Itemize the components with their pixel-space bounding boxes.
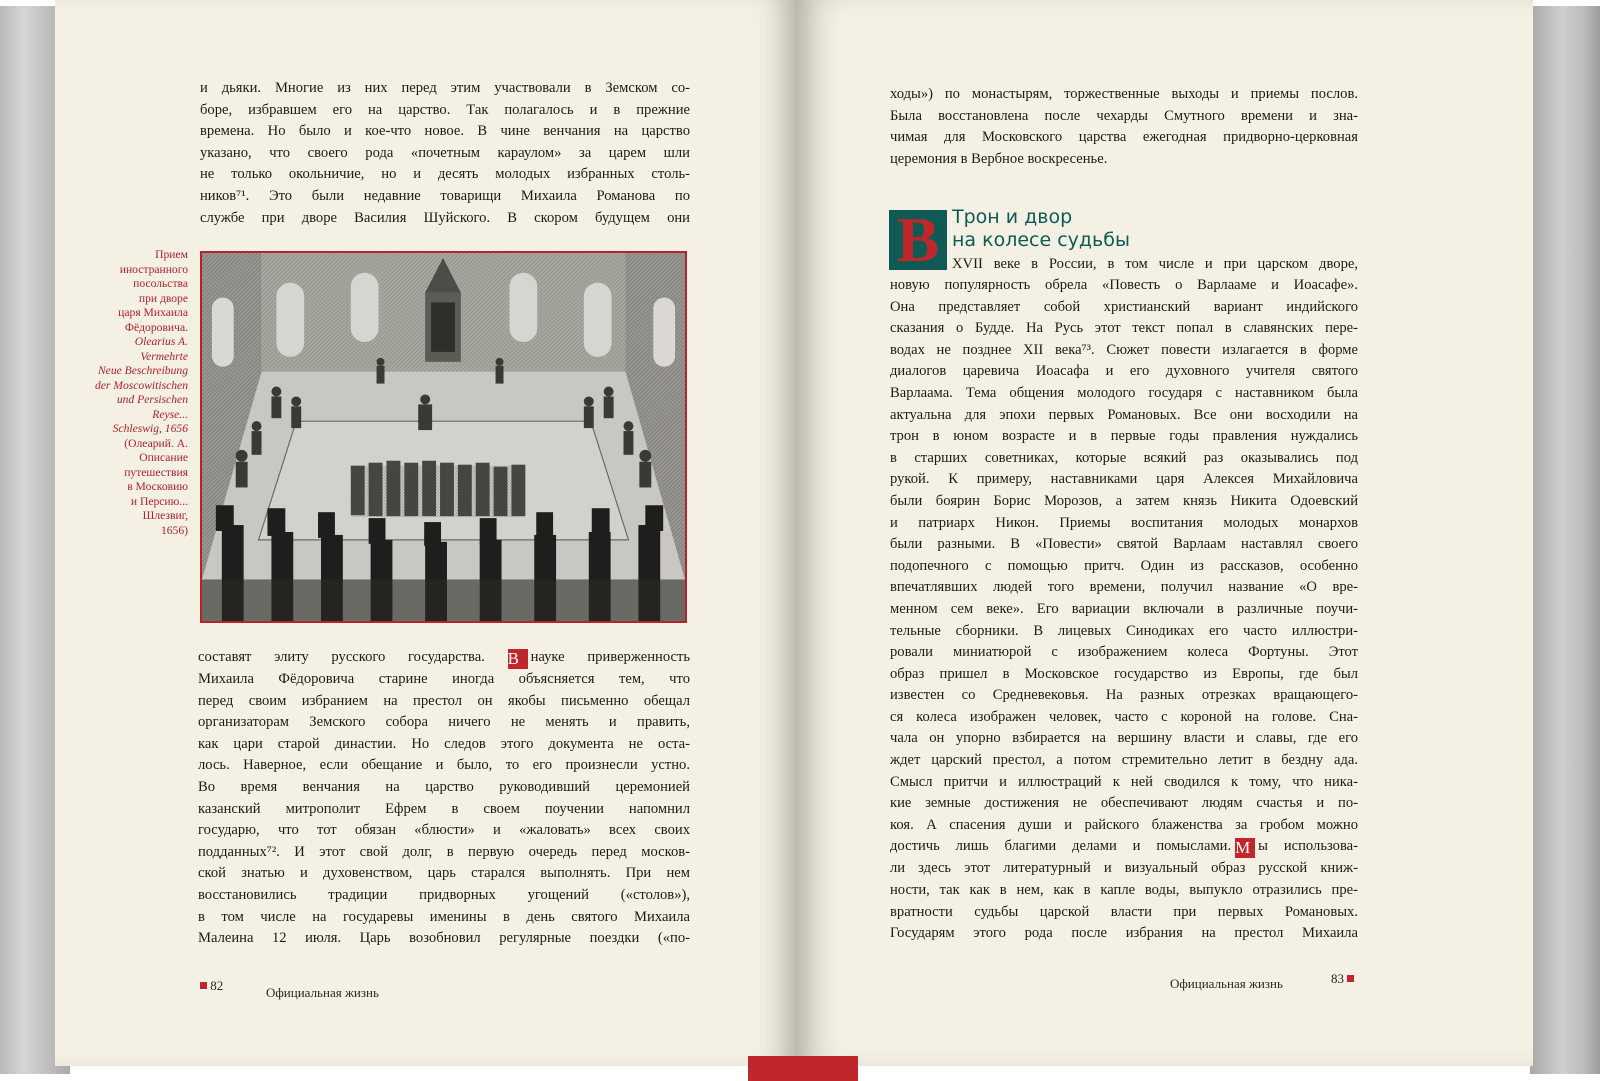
caption-line: Фёдоровича. — [124, 320, 188, 334]
inline-dropcap-v: В — [508, 649, 528, 669]
caption-line: Reyse... — [152, 407, 188, 421]
left-top-text — [200, 78, 690, 229]
text-line: церемония в Вербное воскресенье. — [890, 150, 1108, 167]
text-line: ли здесь этот литературный и визуальный образ русской книж- — [890, 860, 1358, 877]
text-line: Была восстановлена после чехарды Смутного времени и зна- — [890, 107, 1358, 124]
caption-source-russian — [70, 437, 188, 539]
text-line: актуальна для эпохи первых Романовых. Все они восходили на — [890, 406, 1358, 423]
text-line: Государям этого рода после избрания на престол Михаила — [890, 925, 1358, 942]
text-line: вратности судьбы царской власти при первых Романовых. — [890, 903, 1358, 920]
text-line: известен со Средневековья. На разных отрезках вращающего- — [890, 687, 1358, 704]
text-line: чимая для Московского царства ежегодная придворно-церковная — [890, 129, 1358, 146]
inline-dropcap-m: М — [1235, 838, 1255, 858]
text-line: лось. Наверное, если обещание и было, то его произнесли устно. — [198, 757, 690, 774]
text-line: времена. Но было и кое-что новое. В чине венчания на царство — [200, 123, 690, 140]
text-line: сказания о Будде. На Русь этот текст попал в славянских пере- — [890, 320, 1358, 337]
text-line: менном сем веке». Его вариации включали в различные поучи- — [890, 600, 1358, 617]
right-top-text — [890, 84, 1358, 170]
text-line: кие земные достижения не обеспечивают людям счастья и по- — [890, 795, 1358, 812]
heading-line-1: Трон и двор — [952, 206, 1073, 228]
right-body-text — [890, 275, 1358, 945]
text-line: боре, избравшем его на царство. Так полагалось и в прежние — [200, 101, 690, 118]
caption-line: und Persischen — [116, 393, 188, 406]
text-line: в старших советниках, которые всякий раз оказывались под — [890, 449, 1358, 466]
text-line: чала он упорно взбирается на вершину власти и славы, где его — [890, 730, 1358, 747]
text-line: трон в юном возрасте и в первые годы правления нуждались — [890, 428, 1358, 445]
text-line: тельные сборники. В лицевых Синодиках его часто иллюстри- — [890, 622, 1358, 639]
page-block-edge-right — [1530, 6, 1600, 1074]
text-line: службе при дворе Василия Шуйского. В скором будущем они — [200, 209, 690, 226]
caption-line: Описание — [139, 451, 188, 464]
left-bottom-first-line — [198, 647, 690, 669]
text-line: в том числе на государевы именины в день святого Михаила — [198, 908, 690, 925]
text-line: Смысл притчи и иллюстраций к ней сводился к тому, что ника- — [890, 773, 1358, 790]
caption-line: царя Михаила — [118, 306, 188, 319]
caption-line: посольства — [133, 277, 188, 290]
text-line: Варлаама. Тема общения молодого государя с наставником была — [890, 384, 1358, 401]
caption-line: в Московию — [127, 480, 188, 493]
text-line: Она представляет собой христианский вариант индийского — [890, 298, 1358, 315]
right-first-line — [952, 254, 1358, 276]
text-line: коя. А спасения души и райского блаженства за гробом можно — [890, 816, 1358, 833]
section-dropcap: В — [889, 210, 947, 270]
caption-source-latin — [70, 335, 188, 437]
text-segment: достичь лишь благими делами и помыслами. — [890, 838, 1232, 855]
text-line: Малеина 12 июля. Царь возобновил регулярные поездки («по- — [198, 930, 690, 947]
text-line: как цари старой династии. Но следов этого документа не оста- — [198, 735, 690, 752]
text-line: ждет царский престол, а потом стремительно летит в бездну ада. — [890, 752, 1358, 769]
text-line-with-initial — [890, 836, 1358, 858]
text-line: были боярин Борис Морозов, а затем князь Никита Одоевский — [890, 492, 1358, 509]
heading-line-2: на колесе судьбы — [952, 229, 1130, 251]
text-line: XVII веке в России, в том числе и при царском дворе, — [952, 256, 1358, 272]
text-line: Во время венчания на царство руководивший церемонией — [198, 778, 690, 795]
book-spine-edge — [748, 1056, 858, 1081]
text-line: указано, что своего рода «почетным караулом» за царем шли — [200, 144, 690, 161]
text-line: водах не позднее XII века⁷³. Сюжет повести излагается в форме — [890, 341, 1358, 358]
text-line: рукой. К примеру, наставниками царя Алексея Михайловича — [890, 471, 1358, 488]
caption-line: Schleswig, 1656 — [112, 422, 188, 435]
text-line: образ пришел в Московское государство из Европы, где был — [890, 665, 1358, 682]
left-folio — [200, 978, 223, 994]
caption-line: Neue Beschreibung — [97, 364, 188, 377]
right-folio — [1331, 971, 1354, 987]
left-bottom-text — [198, 647, 690, 950]
caption-line: при дворе — [138, 291, 188, 305]
page-number: 83 — [1331, 971, 1344, 986]
text-segment: науке приверженность — [530, 649, 691, 665]
text-line: впечатлявших людей того времени, получил название «О вре- — [890, 579, 1358, 596]
text-segment: ы использова- — [1258, 838, 1358, 855]
text-line: подопечного с помощью притч. Один из рассказов, особенно — [890, 557, 1358, 574]
text-line: и патриарх Никон. Приемы воспитания молодых монархов — [890, 514, 1358, 531]
text-line: ровали миниатюрой с изображением колеса Фортуны. Этот — [890, 644, 1358, 661]
illustration-caption — [70, 248, 188, 538]
text-segment: составят элиту русского государства. — [198, 649, 485, 665]
text-line: государю, что тот обязан «блюсти» и «жаловать» всех своих — [198, 822, 690, 839]
text-line: Михаила Фёдоровича старине иногда объясняется тем, что — [198, 671, 690, 687]
caption-line: Olearius A. — [134, 335, 188, 348]
caption-line: (Олеарий. А. — [124, 436, 188, 450]
caption-line: иностранного — [119, 262, 188, 276]
folio-marker-icon — [200, 982, 207, 989]
engraving-illustration — [200, 251, 687, 623]
caption-line: Vermehrte — [140, 349, 188, 363]
text-line: подданных⁷². И этот свой долг, в первую очередь перед москов- — [198, 843, 690, 860]
page-number: 82 — [210, 978, 224, 993]
caption-line: 1656) — [160, 523, 188, 537]
text-line: не только окольничие, но и десять молодых избранных столь- — [200, 166, 690, 183]
caption-line: путешествия — [124, 465, 188, 479]
caption-line: Шлезвиг, — [142, 509, 188, 522]
text-line: ников⁷¹. Это были недавние товарищи Михаила Романова по — [200, 187, 690, 204]
caption-line: der Moscowitischen — [94, 378, 188, 392]
right-running-head: Официальная жизнь — [1170, 976, 1283, 991]
caption-line: Прием — [155, 248, 188, 261]
text-line: диалогов царевича Иоасафа и его духовного учителя святого — [890, 363, 1358, 380]
text-line: восстановились традиции придворных угощений («столов»), — [198, 886, 690, 903]
text-line: ности, так как в нем, как в капле воды, выпукло отразились пре- — [890, 882, 1358, 899]
text-line: ской знатью и духовенством, царь старался выполнять. При нем — [198, 865, 690, 882]
text-line: новую популярность обрела «Повесть о Варлааме и Иоасафе». — [890, 277, 1358, 293]
text-line: казанский митрополит Ефрем в своем поучении напомнил — [198, 800, 690, 817]
text-line: перед своим избранием на престол он якобы письменно обещал — [198, 692, 690, 709]
text-line: ходы») по монастырям, торжественные выходы и приемы послов. — [890, 86, 1358, 102]
text-line: были разными. В «Повести» святой Варлаам наставлял своего — [890, 536, 1358, 553]
text-line: и дьяки. Многие из них перед этим участвовали в Земском со- — [200, 80, 690, 96]
caption-line: и Персию... — [130, 494, 188, 508]
caption-title — [70, 248, 188, 335]
folio-marker-icon — [1347, 975, 1354, 982]
text-line: ся колеса изображен человек, часто с короной на голове. Сна- — [890, 708, 1358, 725]
left-running-head: Официальная жизнь — [266, 985, 379, 1000]
text-line: организаторам Земского собора ничего не менять и править, — [198, 714, 690, 731]
section-heading — [952, 206, 1130, 252]
